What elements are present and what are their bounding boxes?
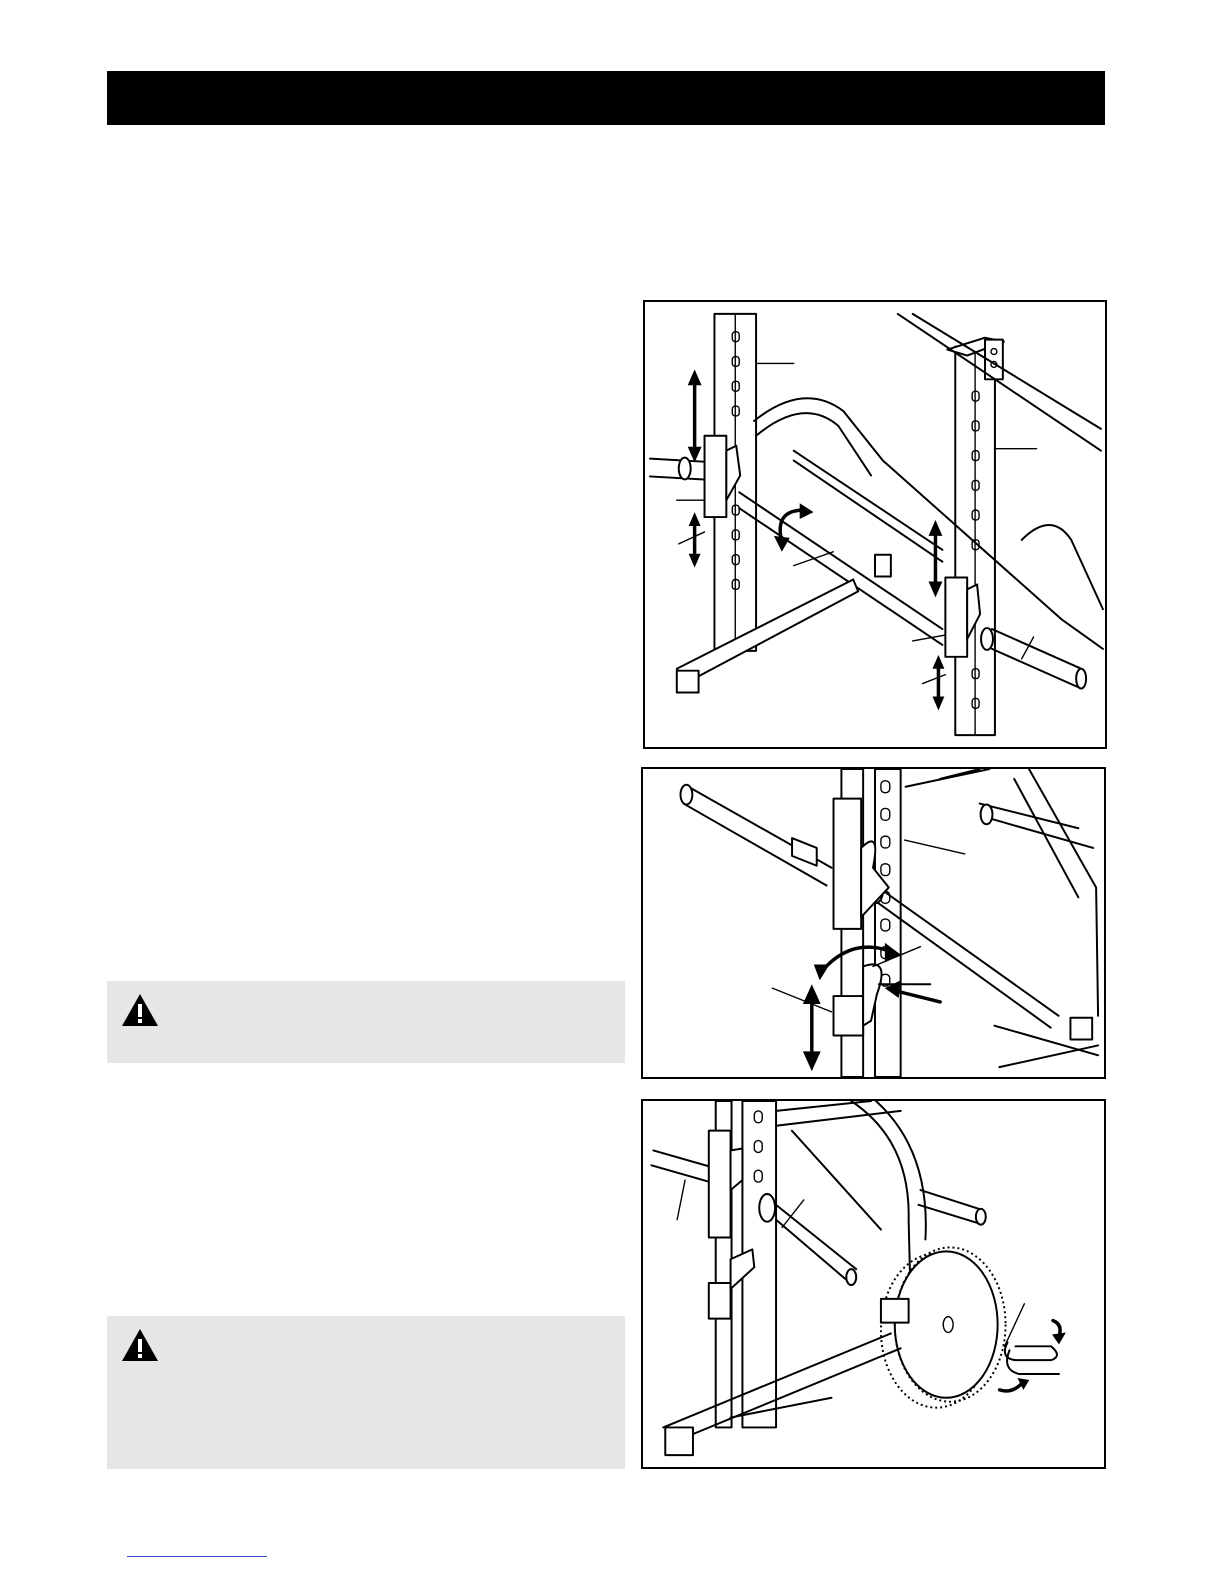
right-bar-sleeve — [945, 578, 967, 657]
left-bar-sleeve — [705, 436, 727, 517]
lower-catch-block — [709, 1283, 731, 1319]
vertical-arrow-left-lower — [689, 512, 701, 568]
vertical-arrow-left-upper — [688, 369, 702, 462]
vertical-arrow-right-lower — [932, 655, 944, 711]
catch-closeup-drawing — [643, 769, 1104, 1077]
base-foot — [677, 671, 699, 693]
warning-triangle-icon — [121, 993, 159, 1027]
vertical-arrow — [803, 984, 821, 1071]
right-upright — [875, 769, 901, 1077]
warning-box-1 — [107, 981, 625, 1063]
warning-triangle-icon — [121, 1328, 159, 1362]
weight-plate — [881, 1247, 1006, 1407]
lower-catch-block — [834, 996, 864, 1035]
figure-rack-overview — [643, 300, 1107, 749]
figure-catch-closeup — [641, 767, 1106, 1079]
bar-sleeve — [834, 799, 862, 929]
base-foot — [665, 1427, 693, 1455]
rack-overview-drawing — [645, 302, 1105, 747]
figure-plate-loading — [641, 1099, 1106, 1469]
plate-loading-drawing — [643, 1101, 1104, 1467]
footer-link-underline[interactable] — [127, 1556, 267, 1557]
bar-sleeve — [709, 1131, 731, 1238]
vertical-arrow-right-upper — [929, 520, 943, 597]
section-header-bar — [107, 71, 1105, 125]
spring-clip — [1005, 1304, 1059, 1374]
warning-box-2 — [107, 1316, 625, 1469]
